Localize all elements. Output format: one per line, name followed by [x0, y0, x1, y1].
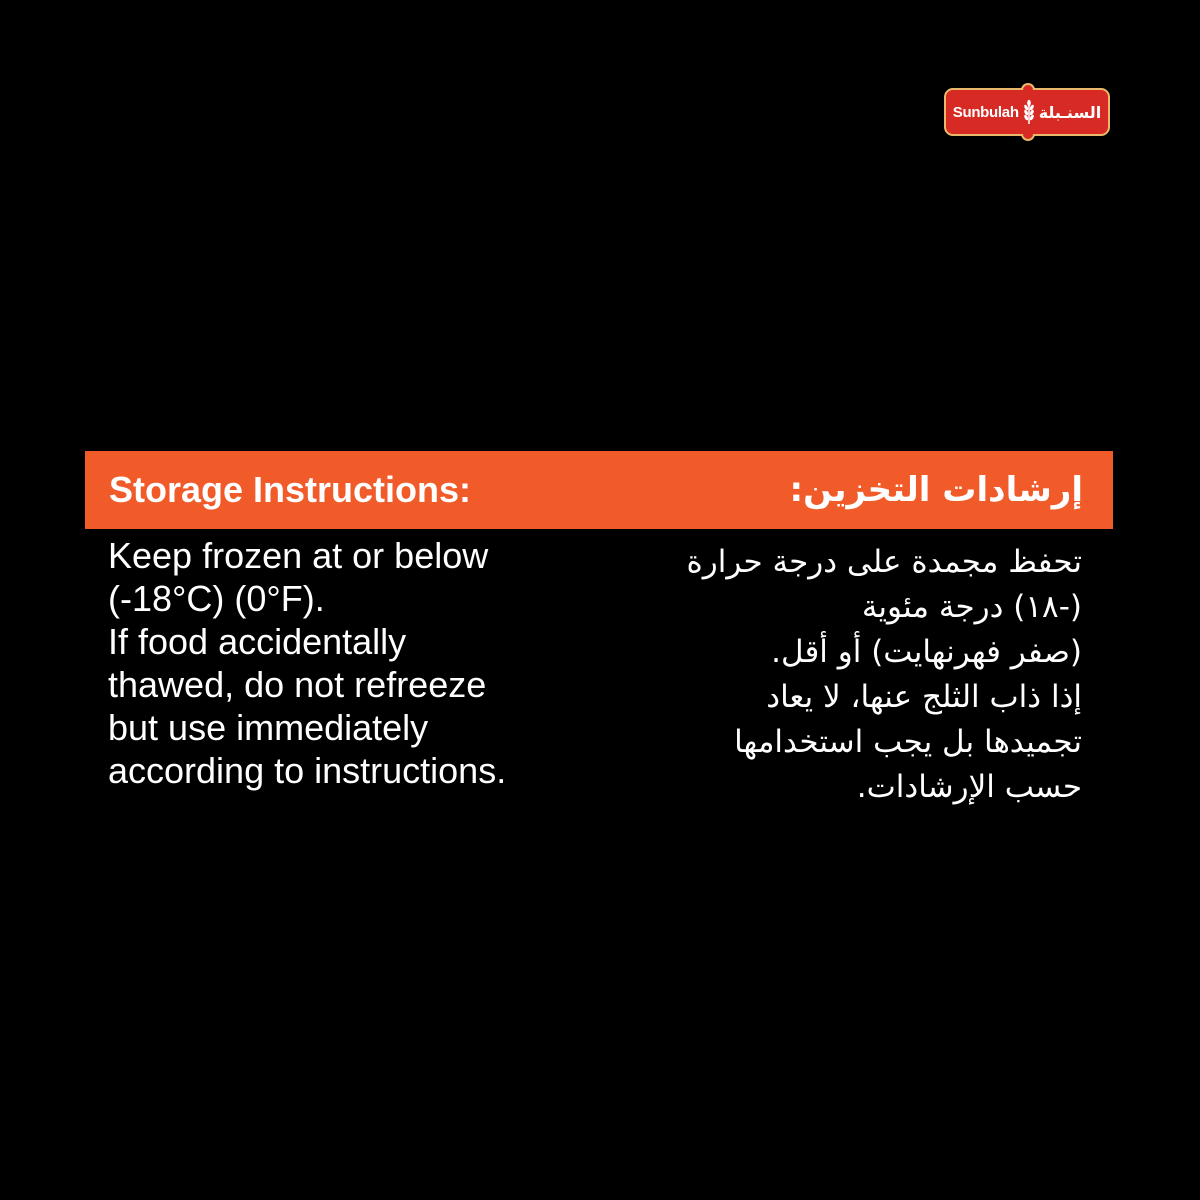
- brand-logo: [944, 88, 1110, 136]
- instructions-ar: [582, 540, 1082, 810]
- logo-notch-bottom: [1021, 134, 1035, 141]
- logo-text-en: Sunbulah: [952, 103, 1019, 121]
- instruction-line-en: (-18°C) (0°F).: [108, 578, 325, 619]
- instruction-line-ar: (-١٨) درجة مئوية: [861, 589, 1082, 625]
- instruction-line-ar: (صفر فهرنهايت) أو أقل.: [771, 634, 1082, 670]
- instructions-en: [108, 534, 608, 792]
- instruction-line-ar: إذا ذاب الثلج عنها، لا يعاد: [766, 679, 1082, 715]
- banner-title-ar: إرشادات التخزين:: [789, 470, 1083, 510]
- instruction-line-en: according to instructions.: [108, 750, 507, 791]
- instruction-line-ar: تحفظ مجمدة على درجة حرارة: [686, 544, 1082, 580]
- instruction-line-en: but use immediately: [108, 707, 429, 748]
- logo-notch-top: [1021, 83, 1035, 90]
- wheat-icon: [1022, 99, 1036, 125]
- instruction-line-ar: تجميدها بل يجب استخدامها: [734, 724, 1082, 760]
- banner-title-en: Storage Instructions:: [109, 469, 472, 510]
- logo-text-ar: السنـبلة: [1038, 102, 1102, 122]
- instruction-line-en: Keep frozen at or below: [108, 535, 489, 576]
- instruction-line-ar: حسب الإرشادات.: [856, 769, 1082, 805]
- storage-banner: [85, 451, 1113, 529]
- instruction-line-en: thawed, do not refreeze: [108, 664, 487, 705]
- instruction-line-en: If food accidentally: [108, 621, 407, 662]
